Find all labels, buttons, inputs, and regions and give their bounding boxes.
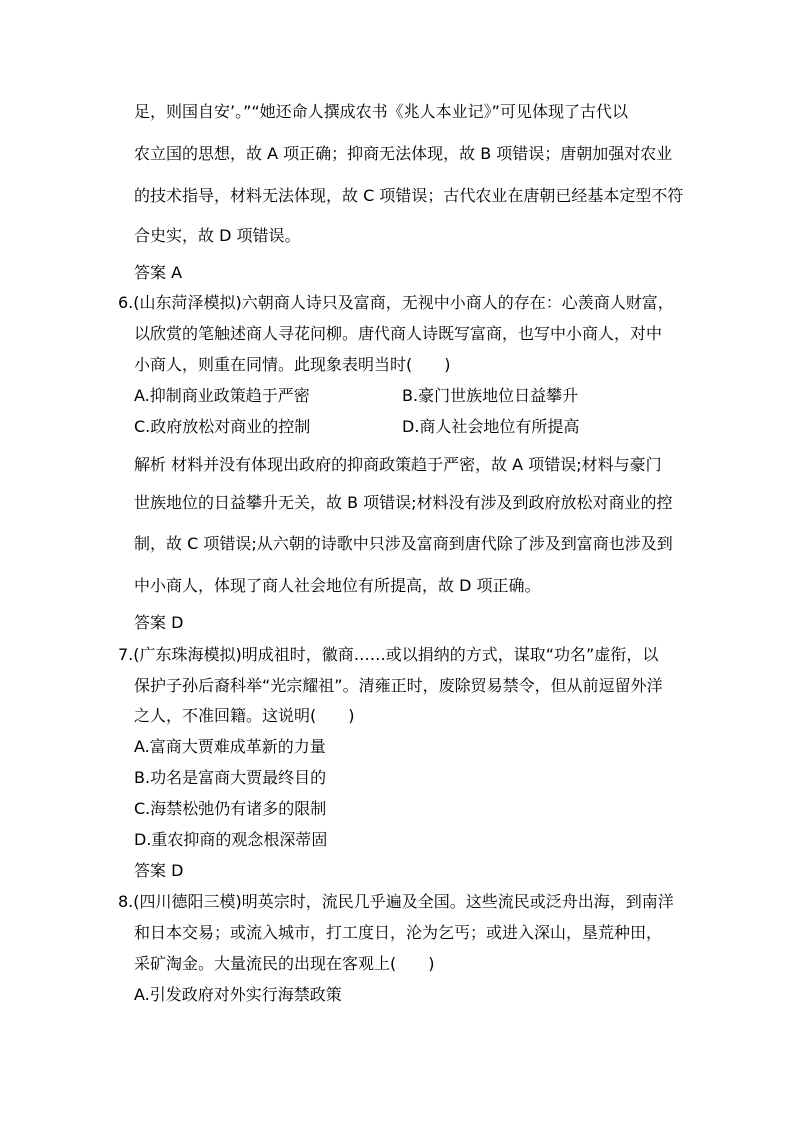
answer-line: 答案 D (134, 861, 184, 880)
question-stem: 和日本交易；或流入城市，打工度日，沦为乞丐；或进入深山，垦荒种田， (134, 923, 663, 942)
text-line: 农立国的思想，故 A 项正确；抑商无法体现，故 B 项错误；唐朝加强对农业 (134, 144, 673, 163)
question-stem: 采矿淘金。大量流民的出现在客观上( ) (134, 954, 435, 973)
option-d: D.重农抑商的观念根深蒂固 (134, 830, 328, 849)
option-c: C.政府放松对商业的控制 (134, 417, 311, 436)
analysis-line: 解析 材料并没有体现出政府的抑商政策趋于严密，故 A 项错误;材料与豪门 (134, 455, 662, 474)
analysis-line: 制，故 C 项错误;从六朝的诗歌中只涉及富商到唐代除了涉及到富商也涉及到 (134, 534, 673, 553)
answer-line: 答案 D (134, 613, 184, 632)
question-stem: 8.(四川德阳三模)明英宗时，流民几乎遍及全国。这些流民或泛舟出海，到南洋 (118, 892, 674, 911)
analysis-line: 中小商人，体现了商人社会地位有所提高，故 D 项正确。 (134, 576, 541, 595)
text-line: 合史实，故 D 项错误。 (134, 226, 301, 245)
question-stem: 7.(广东珠海模拟)明成祖时，徽商……或以捐纳的方式，谋取“功名”虚衔，以 (118, 645, 659, 664)
option-a: A.富商大贾难成革新的力量 (134, 737, 326, 756)
option-a: A.引发政府对外实行海禁政策 (134, 985, 342, 1004)
option-b: B.豪门世族地位日益攀升 (402, 386, 579, 405)
text-line: 的技术指导，材料无法体现，故 C 项错误；古代农业在唐朝已经基本定型不符 (134, 186, 684, 205)
option-a: A.抑制商业政策趋于严密 (134, 386, 310, 405)
option-d: D.商人社会地位有所提高 (402, 417, 580, 436)
question-stem: 保护子孙后裔科举“光宗耀祖”。清雍正时，废除贸易禁令，但从前逗留外洋 (134, 676, 663, 695)
question-stem: 6.(山东菏泽模拟)六朝商人诗只及富商，无视中小商人的存在：心羡商人财富， (118, 293, 674, 312)
question-stem: 以欣赏的笔触述商人寻花问柳。唐代商人诗既写富商，也写中小商人，对中 (134, 324, 663, 343)
option-b: B.功名是富商大贾最终目的 (134, 768, 327, 787)
text-line: 足，则国自安’。”“她还命人撰成农书《兆人本业记》”可见体现了古代以 (134, 102, 628, 121)
question-stem: 之人，不准回籍。这说明( ) (134, 706, 355, 725)
analysis-line: 世族地位的日益攀升无关，故 B 项错误;材料没有涉及到政府放松对商业的控 (134, 493, 673, 512)
answer-line: 答案 A (134, 263, 183, 282)
question-stem: 小商人，则重在同情。此现象表明当时( ) (134, 355, 451, 374)
option-c: C.海禁松弛仍有诸多的限制 (134, 799, 327, 818)
